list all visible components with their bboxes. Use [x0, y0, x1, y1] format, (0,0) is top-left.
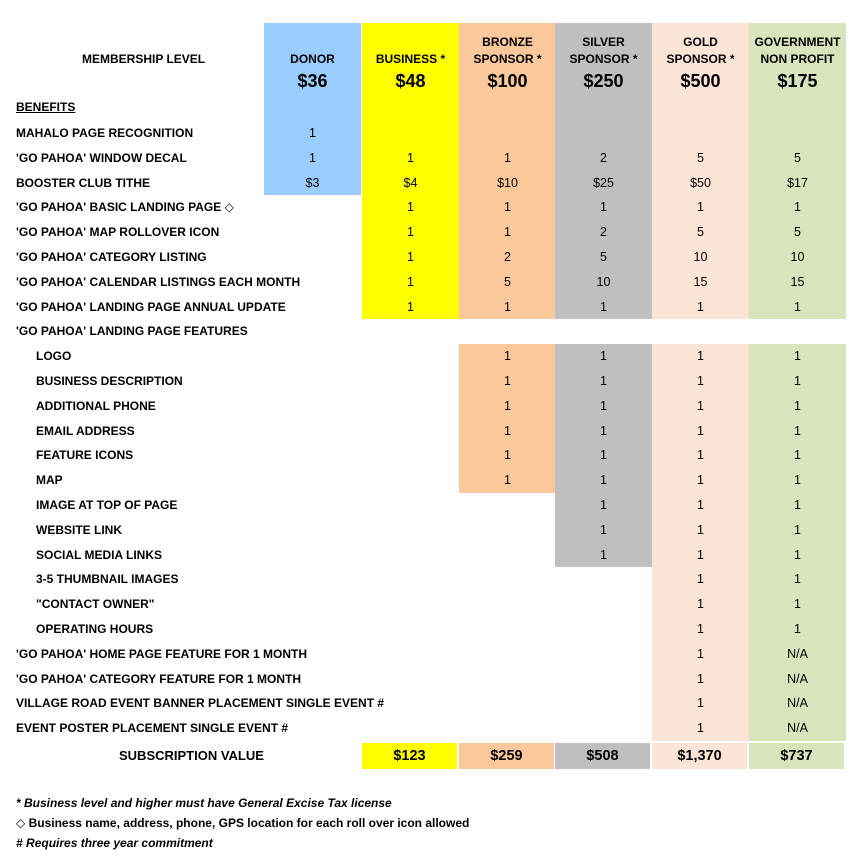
benefit-value-gold: 1 [697, 200, 704, 215]
benefit-value-gold: 5 [697, 225, 704, 240]
benefit-value-silver: 1 [600, 200, 607, 215]
subscription-value-business: $123 [393, 748, 426, 764]
benefit-value-gov: N/A [787, 721, 808, 736]
subscription-label: SUBSCRIPTION VALUE [119, 748, 264, 763]
benefit-label: 'GO PAHOA' LANDING PAGE FEATURES [16, 324, 248, 339]
benefit-label: VILLAGE ROAD EVENT BANNER PLACEMENT SINGLE EVENT # [16, 696, 385, 711]
benefit-value-bronze: 1 [504, 374, 511, 388]
benefit-value-bronze: 1 [504, 448, 511, 463]
benefit-label: OPERATING HOURS [36, 622, 154, 636]
benefit-value-gold: 1 [697, 398, 704, 413]
benefit-value-silver: 1 [600, 522, 607, 537]
tier-name: DONOR [290, 52, 335, 66]
benefit-label: 'GO PAHOA' CATEGORY LISTING [16, 250, 207, 264]
benefit-label: 'GO PAHOA' BASIC LANDING PAGE ◇ [16, 200, 234, 215]
subscription-value-gov: $737 [780, 748, 813, 764]
benefit-value-gold: 1 [697, 349, 704, 364]
benefit-value-gov: 10 [790, 250, 805, 264]
footnote [16, 836, 213, 850]
benefit-value-bronze: 1 [504, 349, 511, 364]
benefit-value-gov: 1 [794, 547, 801, 562]
benefit-value-gold: 1 [697, 597, 704, 612]
benefit-value-business: 1 [407, 250, 414, 264]
benefit-value-gov: 5 [794, 150, 801, 165]
tier-name: BRONZE [482, 35, 533, 49]
benefit-value-gold: 1 [697, 696, 704, 711]
benefit-value-gov: N/A [787, 671, 808, 686]
benefit-value-donor: 1 [309, 126, 316, 140]
benefit-value-business: 1 [407, 299, 414, 314]
benefit-value-silver: 1 [600, 398, 607, 413]
benefit-label: LOGO [36, 349, 72, 364]
benefit-value-gold: 1 [697, 721, 704, 736]
benefit-label: 'GO PAHOA' CALENDAR LISTINGS EACH MONTH [16, 274, 301, 289]
benefit-value-gold: 5 [697, 150, 704, 165]
benefit-label: 'GO PAHOA' MAP ROLLOVER ICON [16, 225, 220, 240]
subscription-value-silver: $508 [586, 748, 619, 764]
benefit-value-gov: 1 [794, 299, 801, 314]
tier-name: BUSINESS * [375, 52, 446, 66]
tier-price: $250 [583, 71, 624, 91]
benefit-value-gold: 1 [697, 622, 704, 636]
benefit-label: 'GO PAHOA' CATEGORY FEATURE FOR 1 MONTH [16, 671, 302, 686]
tier-name: NON PROFIT [760, 52, 835, 66]
benefit-value-gold: 1 [697, 448, 704, 463]
benefit-value-gold: 1 [697, 671, 704, 686]
footnote-symbol: ◇ [16, 816, 26, 830]
tier-name: GOVERNMENT [754, 35, 841, 49]
footnote-symbol: # [16, 836, 23, 850]
benefit-value-bronze: 1 [504, 225, 511, 240]
benefit-value-gov: 1 [794, 498, 801, 512]
footnote [16, 796, 392, 810]
footnote-text: Business name, address, phone, GPS location for each roll over icon allowed [25, 816, 470, 830]
benefit-value-gov: $17 [787, 175, 808, 190]
benefit-value-gov: 1 [794, 398, 801, 413]
tier-price: $175 [777, 71, 818, 91]
benefit-value-silver: 1 [600, 547, 607, 562]
benefit-value-gold: 1 [697, 522, 704, 537]
benefit-value-silver: $25 [593, 175, 614, 190]
benefit-label: EVENT POSTER PLACEMENT SINGLE EVENT # [16, 721, 289, 736]
benefit-value-gov: 1 [794, 374, 801, 388]
benefits-heading: BENEFITS [16, 100, 76, 114]
benefit-value-gold: 1 [697, 646, 704, 661]
subscription-value-gold: $1,370 [677, 748, 722, 764]
tier-header-bronze [459, 34, 556, 93]
benefit-label: 3-5 THUMBNAIL IMAGES [36, 572, 179, 587]
benefit-value-bronze: 1 [504, 299, 511, 314]
benefit-label: MAHALO PAGE RECOGNITION [16, 126, 194, 140]
benefit-value-gold: 1 [697, 547, 704, 562]
benefit-value-gov: 1 [794, 622, 801, 636]
benefit-value-gold: 1 [697, 572, 704, 587]
tier-header-donor [264, 51, 361, 93]
benefit-value-gov: 5 [794, 225, 801, 240]
tier-price: $500 [680, 71, 721, 91]
benefit-value-gov: 1 [794, 597, 801, 612]
benefit-value-silver: 1 [600, 374, 607, 388]
tier-name: SPONSOR * [473, 52, 542, 66]
footnote-text: Requires three year commitment [22, 836, 213, 850]
benefit-value-gov: 1 [794, 349, 801, 364]
benefit-value-bronze: 1 [504, 473, 511, 488]
benefit-value-bronze: 1 [504, 150, 511, 165]
benefit-value-gold: 1 [697, 423, 704, 438]
benefit-value-gov: 1 [794, 572, 801, 587]
benefit-label: FEATURE ICONS [36, 448, 134, 463]
membership-level-label: MEMBERSHIP LEVEL [82, 52, 206, 66]
benefit-value-donor: 1 [309, 150, 316, 165]
benefit-value-business: 1 [407, 225, 414, 240]
benefit-label: IMAGE AT TOP OF PAGE [36, 498, 178, 512]
benefit-label: SOCIAL MEDIA LINKS [36, 547, 163, 562]
benefit-label: 'GO PAHOA' LANDING PAGE ANNUAL UPDATE [16, 299, 286, 314]
benefit-value-gov: N/A [787, 646, 808, 661]
benefit-value-bronze: 1 [504, 200, 511, 215]
benefit-value-gold: 1 [697, 374, 704, 388]
benefit-label: BUSINESS DESCRIPTION [36, 374, 183, 388]
benefit-value-bronze: 1 [504, 398, 511, 413]
benefit-value-bronze: 5 [504, 274, 511, 289]
benefit-label: WEBSITE LINK [36, 522, 122, 537]
benefit-value-gov: 1 [794, 473, 801, 488]
tier-name: SILVER [582, 35, 625, 49]
benefit-label: "CONTACT OWNER" [36, 597, 155, 612]
benefit-value-gold: 10 [693, 250, 708, 264]
benefit-value-silver: 1 [600, 299, 607, 314]
benefit-value-silver: 1 [600, 498, 607, 512]
benefit-value-gov: N/A [787, 696, 808, 711]
benefit-value-gold: 15 [693, 274, 708, 289]
benefit-label: 'GO PAHOA' HOME PAGE FEATURE FOR 1 MONTH [16, 646, 308, 661]
benefit-value-gov: 1 [794, 522, 801, 537]
benefit-label: MAP [36, 473, 63, 488]
benefit-value-silver: 10 [596, 274, 611, 289]
tier-price: $36 [297, 71, 328, 91]
benefit-value-gold: 1 [697, 498, 704, 512]
benefit-label: BOOSTER CLUB TITHE [16, 175, 150, 190]
benefit-value-gov: 1 [794, 200, 801, 215]
benefit-value-gold: 1 [697, 473, 704, 488]
benefit-value-bronze: 1 [504, 423, 511, 438]
benefit-value-silver: 1 [600, 423, 607, 438]
benefit-value-gov: 1 [794, 448, 801, 463]
tier-header-gold [652, 34, 749, 93]
benefit-value-silver: 1 [600, 349, 607, 364]
benefit-value-gov: 15 [790, 274, 805, 289]
footnote-symbol: * [16, 796, 21, 810]
benefit-value-business: 1 [407, 200, 414, 215]
benefit-value-gold: 1 [697, 299, 704, 314]
benefit-value-gold: $50 [690, 175, 711, 190]
footnote [16, 816, 469, 830]
footnote-text: Business level and higher must have General Excise Tax license [20, 796, 392, 810]
benefit-label: 'GO PAHOA' WINDOW DECAL [16, 150, 187, 165]
benefit-value-silver: 2 [600, 225, 607, 240]
tier-name: SPONSOR * [666, 52, 735, 66]
tier-price: $48 [395, 71, 426, 91]
benefit-value-donor: $3 [305, 175, 320, 190]
tier-price: $100 [487, 71, 528, 91]
tier-name: SPONSOR * [569, 52, 638, 66]
benefit-value-business: 1 [407, 274, 414, 289]
benefit-value-silver: 5 [600, 250, 607, 264]
benefit-label: ADDITIONAL PHONE [36, 398, 156, 413]
benefit-value-silver: 1 [600, 448, 607, 463]
benefit-value-silver: 2 [600, 150, 607, 165]
tier-header-gov [749, 34, 846, 93]
subscription-value-bronze: $259 [490, 748, 523, 764]
tier-header-silver [555, 34, 652, 93]
benefit-value-bronze: $10 [497, 175, 518, 190]
benefit-value-silver: 1 [600, 473, 607, 488]
benefit-value-gov: 1 [794, 423, 801, 438]
benefit-value-business: 1 [407, 150, 414, 165]
tier-name: GOLD [683, 35, 718, 49]
benefit-label: EMAIL ADDRESS [36, 423, 135, 438]
tier-header-business [362, 51, 459, 93]
benefit-value-bronze: 2 [504, 250, 511, 264]
benefit-value-business: $4 [403, 175, 418, 190]
